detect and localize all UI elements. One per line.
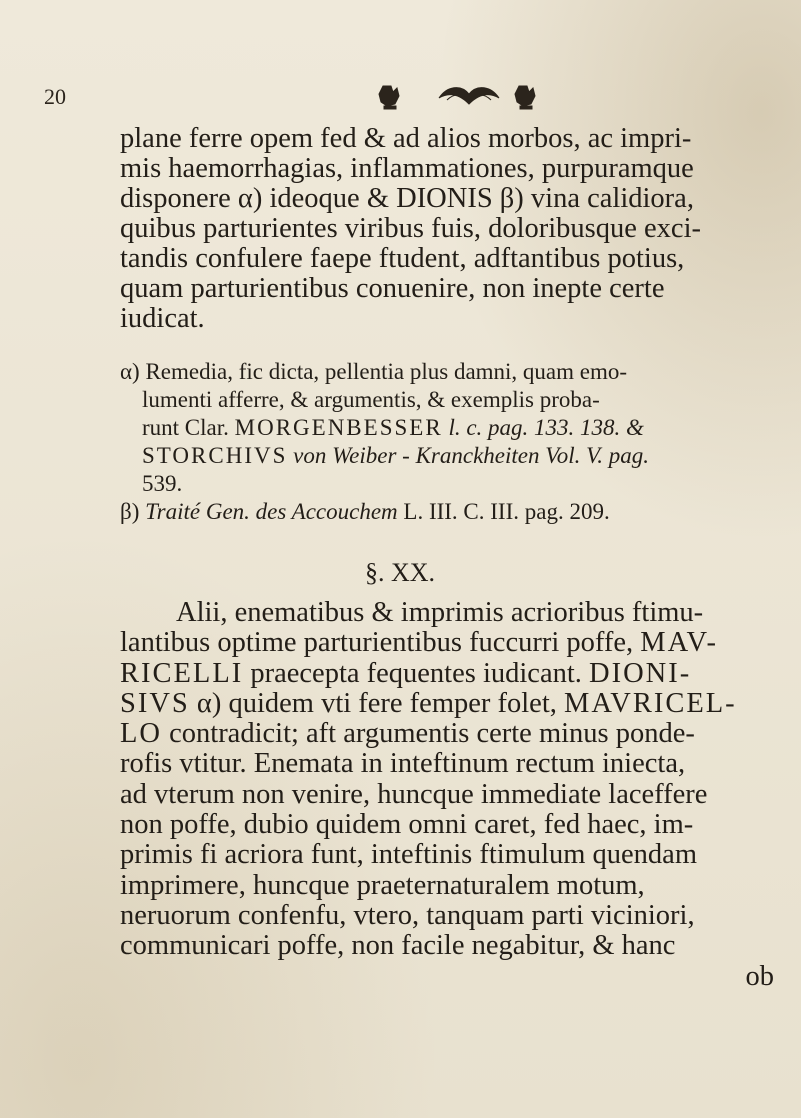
author-name: STORCHIVS xyxy=(142,443,288,468)
text-line xyxy=(120,719,796,749)
headpiece-ornament-icon xyxy=(369,78,549,112)
text-line: tandis confulere faepe ftudent, adftantibus potius, xyxy=(120,243,685,274)
text-line: disponere α) ideoque & DIONIS β) vina calidiora, xyxy=(120,183,694,214)
book-title: von Weiber - Kranckheiten Vol. V. pag. xyxy=(293,443,649,468)
footnote-alpha-line xyxy=(120,414,796,442)
author-name: LO xyxy=(120,718,162,750)
text-line: quam parturientibus conuenire, non inepte certe xyxy=(120,273,665,304)
text-line: neruorum confenfu, vtero, tanquam parti viciniori, xyxy=(120,899,695,931)
footnote-marker: α) xyxy=(120,359,140,384)
text-line: Alii, enematibus & imprimis acrioribus ftimu- xyxy=(176,597,704,628)
section-heading: §. XX. xyxy=(364,558,436,587)
footnote-beta-line xyxy=(120,498,796,526)
footnote-marker: β) xyxy=(120,499,140,524)
text-line: rofis vtitur. Enemata in inteftinum rectum iniecta, xyxy=(120,748,686,780)
text-fragment: lantibus optime parturientibus fuccurri poffe, xyxy=(120,627,634,659)
text-line xyxy=(120,689,796,719)
author-name: MAVRICEL- xyxy=(563,687,737,719)
text-line: plane ferre opem fed & ad alios morbos, ac impri- xyxy=(120,123,692,154)
author-name: DIONI- xyxy=(589,657,692,689)
page-number: 20 xyxy=(44,84,66,109)
text-line: primis fi acriora funt, inteftinis ftimulum quendam xyxy=(120,839,697,871)
footnote-text: l. c. pag. 133. 138. & xyxy=(448,415,644,440)
footnote-text: Remedia, fic dicta, pellentia plus damni, quam emo- xyxy=(145,359,628,384)
paragraph-1 xyxy=(120,124,796,334)
footnote-alpha-line: lumenti afferre, & argumentis, & exemplis proba- xyxy=(142,387,600,412)
author-name: MAV- xyxy=(640,627,718,659)
text-line: mis haemorrhagias, inflammationes, purpuramque xyxy=(120,153,694,184)
text-line: ad vterum non venire, huncque immediate laceffere xyxy=(120,778,708,810)
text-fragment: contradicit; aft argumentis certe minus ponde- xyxy=(169,718,695,750)
author-name: MORGENBESSER xyxy=(234,415,443,440)
text-line: quibus parturientes viribus fuis, doloribusque exci- xyxy=(120,213,701,244)
text-line: iudicat. xyxy=(120,303,205,334)
page-header xyxy=(44,78,744,118)
catchword: ob xyxy=(745,960,774,992)
footnote-alpha-line: 539. xyxy=(142,471,183,496)
text-line: non poffe, dubio quidem omni caret, fed haec, im- xyxy=(120,809,694,841)
footnote-alpha-line xyxy=(120,358,796,386)
book-title: Traité Gen. des Accouchem xyxy=(145,499,398,524)
paragraph-2 xyxy=(120,598,796,992)
text-fragment: praecepta fequentes iudicant. xyxy=(250,657,582,689)
footnotes xyxy=(120,358,796,526)
author-name: RICELLI xyxy=(120,657,244,689)
footnote-alpha-line xyxy=(120,442,796,470)
text-line xyxy=(120,628,796,658)
footnote-text: L. III. C. III. pag. 209. xyxy=(403,499,610,524)
text-fragment: α) quidem vti fere femper folet, xyxy=(196,687,557,719)
text-line: communicari poffe, non facile negabitur, & hanc xyxy=(120,930,676,962)
text-line xyxy=(120,659,796,689)
author-name: SIVS xyxy=(120,687,190,719)
text-line: imprimere, huncque praeternaturalem motum, xyxy=(120,869,645,901)
footnote-text: runt Clar. xyxy=(142,415,229,440)
